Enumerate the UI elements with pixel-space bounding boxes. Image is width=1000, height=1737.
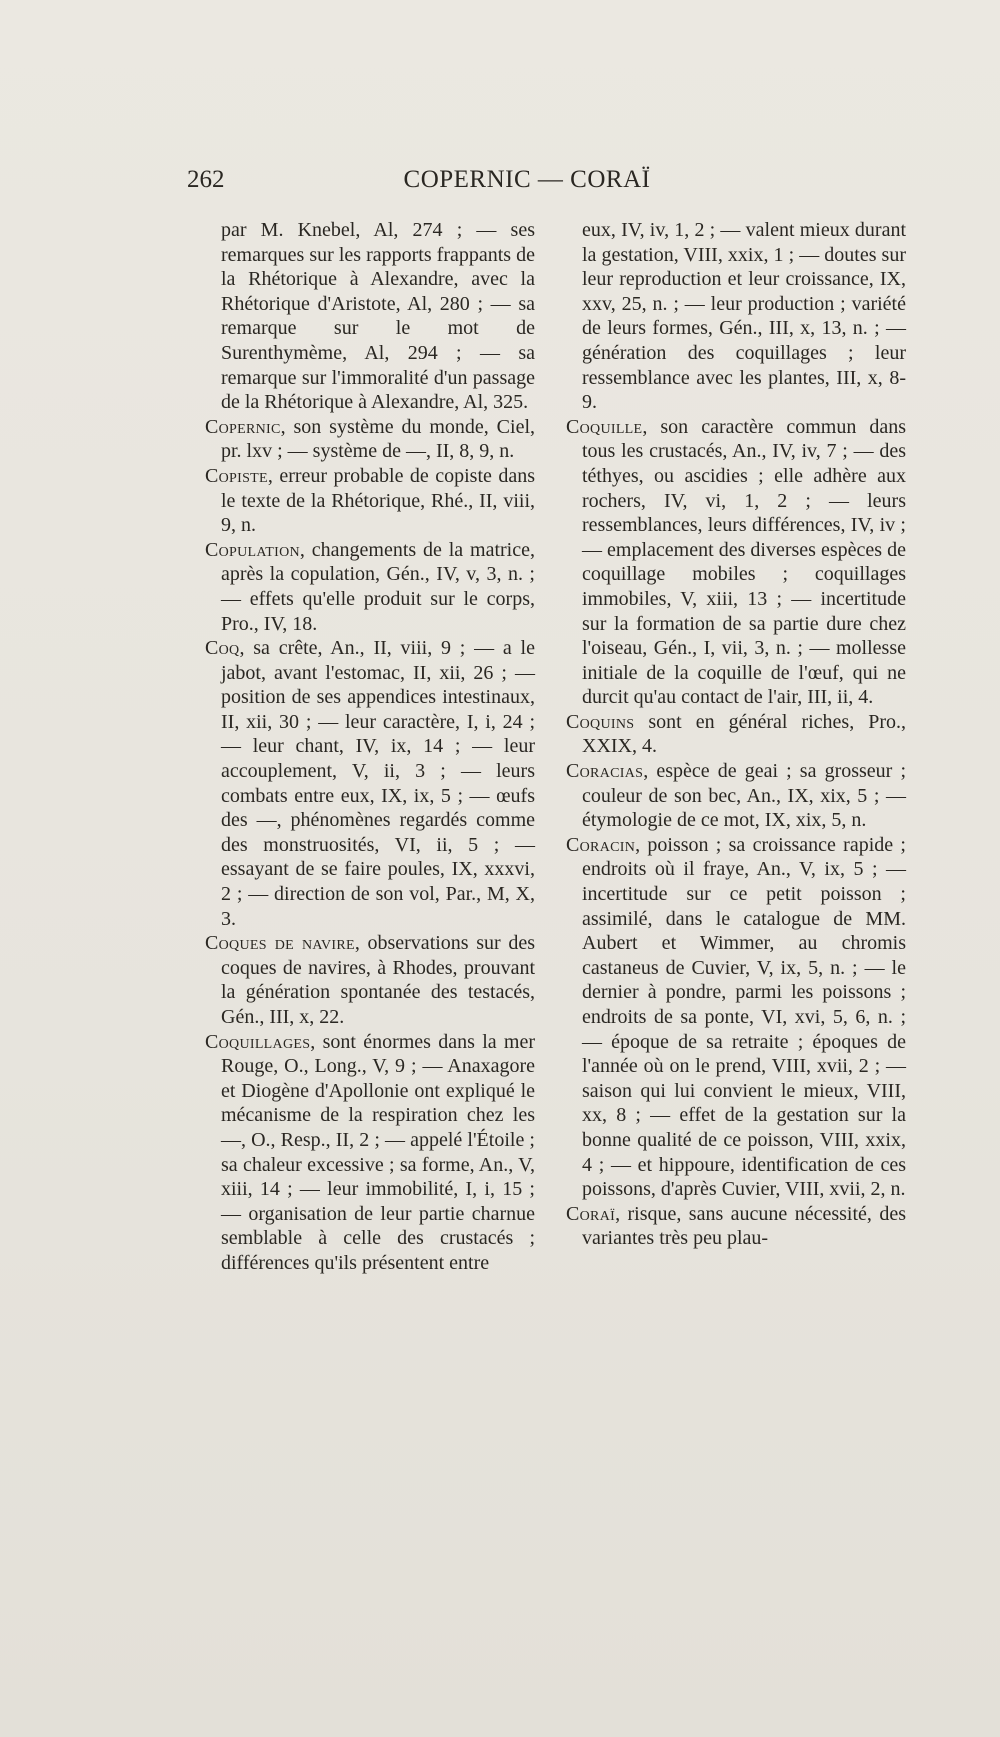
entry-text: sont en général riches, Pro., XXIX, 4. bbox=[582, 710, 906, 758]
entry-term: Coracias bbox=[566, 760, 644, 783]
index-entry bbox=[205, 931, 535, 1029]
entry-term: Coques de navire bbox=[205, 932, 355, 955]
entry-text: par M. Knebel, Al, 274 ; — ses remarques sur les rapports frappants de la Rhétorique à Alexandre, avec la Rhétorique d'Aristote, Al, 280 ; — sa remarque sur le mot de Surenthymème, Al, 294 ; — sa remarque sur l'immoralité d'un passage de la Rhétorique à Alexandre, Al, 325. bbox=[221, 219, 535, 414]
entry-term: Coq bbox=[205, 637, 240, 660]
entry-text: , risque, sans aucune nécessité, des variantes très peu plau- bbox=[582, 1202, 906, 1250]
entry-text: , observations sur des coques de navires, à Rhodes, prouvant la génération spontanée des testacés, Gén., III, x, 22. bbox=[221, 932, 535, 1028]
index-entry bbox=[205, 415, 535, 464]
index-entry bbox=[205, 636, 535, 931]
entry-term: Copernic bbox=[205, 415, 281, 438]
entry-term: Coquins bbox=[566, 710, 635, 733]
index-entry bbox=[205, 538, 535, 636]
left-column bbox=[205, 218, 535, 1276]
index-entry bbox=[566, 415, 906, 710]
page-number: 262 bbox=[187, 166, 225, 193]
entry-term: Coquillages bbox=[205, 1030, 311, 1053]
index-entry bbox=[205, 464, 535, 538]
entry-text: , son caractère commun dans tous les crustacés, An., IV, iv, 7 ; — des téthyes, ou ascidies ; elle adhère aux rochers, IV, vi, 1, 2 ; — leurs ressemblances, leurs différences, IV, iv ; — emplacement des diverses espèces de coquillage mobiles ; coquillages immobiles, V, xiii, 13 ; — incertitude sur la formation de sa partie dure chez l'oiseau, Gén., I, vii, 3, n. ; — mollesse initiale de la coquille de l'œuf, qui ne durcit qu'au contact de l'air, III, ii, 4. bbox=[582, 415, 906, 709]
entry-text: , espèce de geai ; sa grosseur ; couleur de son bec, An., IX, xix, 5 ; — étymologie de ce mot, IX, xix, 5, n. bbox=[582, 760, 906, 832]
entry-text: , sa crête, An., II, viii, 9 ; — a le jabot, avant l'estomac, II, xii, 26 ; — position de ses appendices intestinaux, II, xii, 30 ; — leur caractère, I, i, 24 ; — leur chant, IV, ix, 14 ; — leur accouplement, V, ii, 3 ; — leurs combats entre eux, IX, ix, 5 ; — œufs des —, phénomènes regardés comme des monstruosités, VI, ii, 5 ; — essayant de se faire poules, IX, xxxvi, 2 ; — direction de son vol, Par., M, X, 3. bbox=[221, 637, 535, 930]
index-entry bbox=[205, 1030, 535, 1276]
entry-text: , erreur probable de copiste dans le texte de la Rhétorique, Rhé., II, viii, 9, n. bbox=[221, 464, 535, 537]
entry-text: , changements de la matrice, après la copulation, Gén., IV, v, 3, n. ; — effets qu'elle produit sur le corps, Pro., IV, 18. bbox=[221, 538, 535, 635]
index-entry bbox=[566, 833, 906, 1202]
index-entry bbox=[566, 759, 906, 833]
entry-term: Coracin bbox=[566, 833, 636, 856]
entry-text: , poisson ; sa croissance rapide ; endroits où il fraye, An., V, ix, 5 ; — incertitude sur ce petit poisson ; assimilé, dans le catalogue de MM. Aubert et Wimmer, au chromis castaneus de Cuvier, V, ix, 5, n. ; — le dernier à pondre, parmi les poissons ; endroits de sa ponte, VI, xvi, 5, 6, n. ; — époque de sa retraite ; époques de l'année où on le prend, VIII, xvii, 2 ; — saison qui lui convient le mieux, VIII, xx, 8 ; — effet de la gestation sur la bonne qualité de ce poisson, VIII, xxix, 4 ; — et hippoure, identification de ces poissons, d'après Cuvier, VIII, xvii, 2, n. bbox=[582, 833, 906, 1201]
entry-text: eux, IV, iv, 1, 2 ; — valent mieux durant la gestation, VIII, xxix, 1 ; — doutes sur leur reproduction et leur croissance, IX, xxv, 25, n. ; — leur production ; variété de leurs formes, Gén., III, x, 13, n. ; — génération des coquillages ; leur ressemblance avec les plantes, III, x, 8-9. bbox=[582, 219, 906, 414]
entry-text: , son système du monde, Ciel, pr. lxv ; — système de —, II, 8, 9, n. bbox=[221, 415, 535, 463]
right-column bbox=[566, 218, 906, 1251]
running-title: COPERNIC — CORAÏ bbox=[403, 166, 651, 193]
index-entry bbox=[205, 218, 535, 415]
entry-term: Copulation bbox=[205, 538, 300, 561]
entry-term: Coraï bbox=[566, 1202, 616, 1225]
entry-text: , sont énormes dans la mer Rouge, O., Long., V, 9 ; — Anaxagore et Diogène d'Apollonie ont expliqué le mécanisme de la respiration chez les —, O., Resp., II, 2 ; — appelé l'Étoile ; sa chaleur excessive ; sa forme, An., V, xiii, 14 ; — leur immobilité, I, i, 15 ; — organisation de leur partie charnue semblable à celle des crustacés ; différences qu'ils présentent entre bbox=[221, 1030, 535, 1274]
entry-term: Coquille bbox=[566, 415, 643, 438]
entry-term: Copiste bbox=[205, 464, 268, 487]
index-entry bbox=[566, 218, 906, 415]
page-header bbox=[187, 166, 867, 196]
index-entry bbox=[566, 1202, 906, 1251]
index-entry bbox=[566, 710, 906, 759]
